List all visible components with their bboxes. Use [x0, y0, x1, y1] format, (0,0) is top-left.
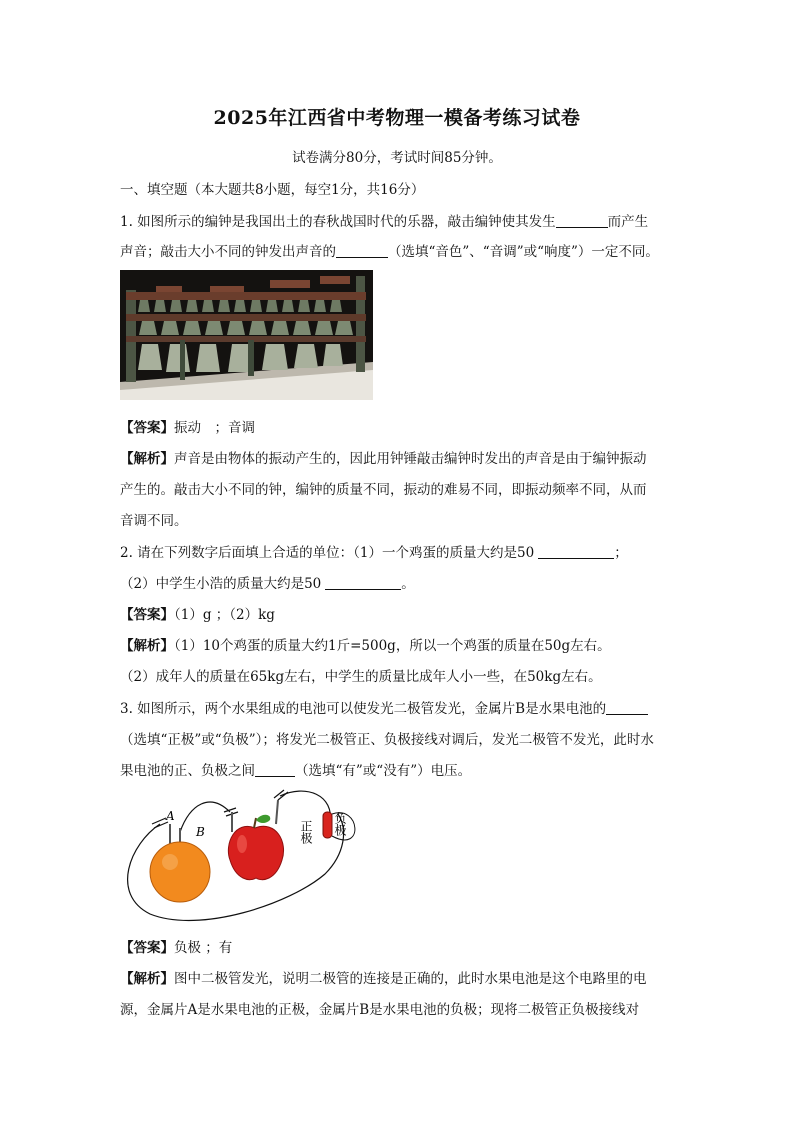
label-a: A	[166, 809, 175, 823]
q3-text: （选填“有”或“没有”）电压。	[295, 763, 472, 779]
q2-blank-2	[325, 575, 401, 590]
page-title: 2025年江西省中考物理一模备考练习试卷	[213, 107, 581, 129]
q3-analysis-text: 图中二极管发光，说明二极管的连接是正确的，此时水果电池是这个电路里的电	[174, 971, 647, 987]
q2-text: 。	[401, 576, 415, 592]
apple-icon	[228, 826, 283, 879]
wire-middle	[180, 802, 230, 832]
q1-stem-line1	[120, 210, 648, 230]
q1-text: 而产生	[607, 214, 649, 230]
q3-analysis-line1	[120, 967, 647, 987]
q1-answer-text: 振动 ；音调	[174, 420, 255, 436]
q2-stem-line2	[120, 572, 415, 592]
q2-text: （2）中学生小浩的质量大约是50	[120, 576, 322, 592]
q1-analysis-line2: 产生的。敲击大小不同的钟，编钟的质量不同，振动的难易不同，即振动频率不同，从而	[120, 482, 647, 498]
q2-analysis-line1	[120, 634, 611, 654]
q1-answer	[120, 416, 255, 436]
answer-tag: 【答案】	[120, 940, 174, 956]
label-positive: 正极	[299, 820, 313, 844]
q1-text: 声音；敲击大小不同的钟发出声音的	[120, 244, 336, 260]
q2-text: 2. 请在下列数字后面填上合适的单位：（1）一个鸡蛋的质量大约是50	[120, 545, 535, 561]
q3-text: 果电池的正、负极之间	[120, 763, 255, 779]
q1-analysis-line1	[120, 447, 647, 467]
q1-text: 1. 如图所示的编钟是我国出土的春秋战国时代的乐器，敲击编钟使其发生	[120, 214, 556, 230]
answer-tag: 【答案】	[120, 420, 174, 436]
section-heading: 一、填空题（本大题共8小题，每空1分，共16分）	[120, 182, 425, 198]
q1-analysis-text: 声音是由物体的振动产生的，因此用钟锤敲击编钟时发出的声音是由于编钟振动	[174, 451, 647, 467]
fruit-battery-diagram	[120, 784, 360, 924]
plate-apple-2	[276, 800, 278, 824]
answer-tag: 【答案】	[120, 607, 174, 623]
q3-answer-text: 负极 ；有	[174, 940, 233, 956]
q3-stem-line1	[120, 697, 648, 717]
label-negative: 负极	[333, 812, 347, 836]
q3-analysis-line2: 源，金属片A是水果电池的正极，金属片B是水果电池的负极；现将二极管正负极接线对	[120, 1002, 640, 1018]
q1-text: （选填“音色”、“音调”或“响度”）一定不同。	[388, 244, 659, 260]
q3-answer	[120, 936, 232, 956]
analysis-tag: 【解析】	[120, 971, 174, 987]
orange-icon	[150, 842, 210, 902]
q1-blank-1	[556, 213, 608, 228]
q2-blank-1	[538, 544, 614, 559]
q2-text: ；	[614, 545, 628, 561]
analysis-tag: 【解析】	[120, 638, 174, 654]
apple-leaf-icon	[256, 815, 270, 823]
led-icon	[323, 812, 332, 838]
q2-analysis-line2: （2）成年人的质量在65kg左右，中学生的质量比成年人小一些，在50kg左右。	[120, 669, 602, 685]
q1-analysis-line3: 音调不同。	[120, 513, 188, 529]
q2-stem-line1	[120, 541, 628, 561]
q2-analysis-text: （1）10个鸡蛋的质量大约1斤=500g，所以一个鸡蛋的质量在50g左右。	[174, 638, 611, 654]
q3-stem-line3	[120, 759, 471, 779]
label-b: B	[196, 825, 205, 839]
q2-answer-text: （1）g ；（2）kg	[174, 607, 275, 623]
analysis-tag: 【解析】	[120, 451, 174, 467]
q3-text: 3. 如图所示，两个水果组成的电池可以使发光二极管发光，金属片B是水果电池的	[120, 701, 607, 717]
q3-stem-line2: （选填“正极”或“负极”）；将发光二极管正、负极接线对调后，发光二极管不发光，此时水	[120, 732, 654, 748]
bianzhong-bells-image	[120, 270, 373, 400]
q3-blank-2	[255, 762, 295, 777]
exam-info: 试卷满分80分，考试时间85分钟。	[292, 150, 502, 166]
q3-blank-1	[606, 700, 648, 715]
q1-stem-line2	[120, 240, 659, 260]
q1-blank-2	[336, 243, 388, 258]
q2-answer	[120, 603, 275, 623]
